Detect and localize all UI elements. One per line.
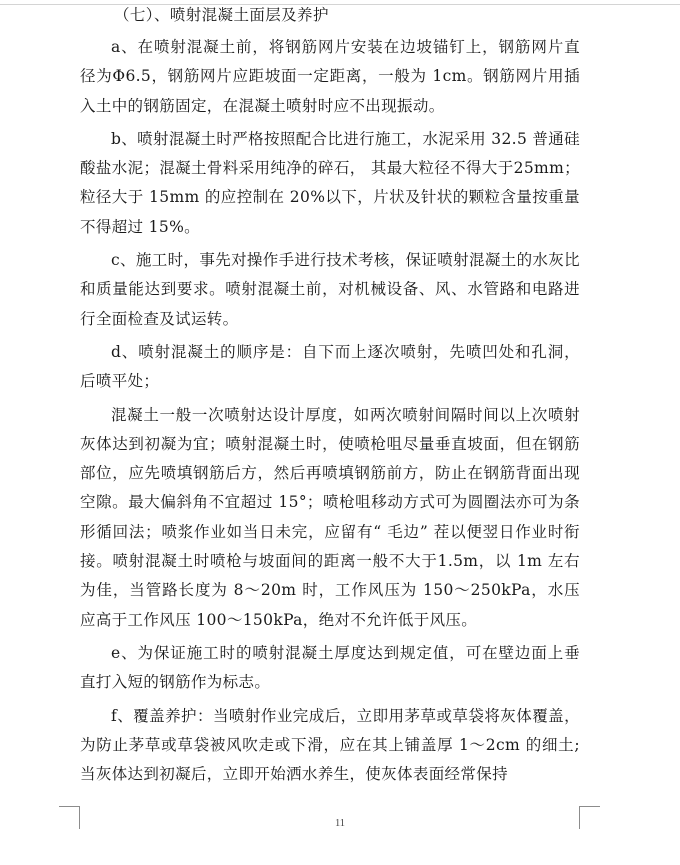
paragraph-b: b、喷射混凝土时严格按照配合比进行施工，水泥采用 32.5 普通硅酸盐水泥；混凝土骨料采用纯净的碎石， 其最大粒径不得大于25mm；粒径大于 15mm 的应控制在 20%以下，片状及针状的颗粒含量按重量不得超过 15%。	[80, 129, 580, 236]
paragraph-c: c、施工时，事先对操作手进行技术考核，保证喷射混凝土的水灰比和质量能达到要求。喷射混凝土前，对机械设备、风、水管路和电路进行全面检查及试运转。	[80, 251, 580, 328]
paragraph-d: d、喷射混凝土的顺序是：自下而上逐次喷射，先喷凹处和孔洞，后喷平处；	[80, 342, 580, 391]
paragraph-spraying-details: 混凝土一般一次喷射达设计厚度，如两次喷射间隔时间以上次喷射灰体达到初凝为宜；喷射混凝土时，使喷枪咀尽量垂直坡面，但在钢筋部位，应先喷填钢筋后方，然后再喷填钢筋前方，防止在钢筋背面出现空隙。最大偏斜角不宜超过 15°；喷枪咀移动方式可为圆圈法亦可为条形循回法；喷浆作业如当日未完，应留有“ 毛边” 茬以便翌日作业时衔接。喷射混凝土时喷枪与坡面间的距离一般不大于1.5m，以 1m 左右为佳，当管路长度为 8～20m 时，工作风压为 150～250kPa，水压应高于工作风压 100～150kPa，绝对不允许低于风压。	[80, 405, 580, 629]
section-heading: （七）、喷射混凝土面层及养护	[114, 6, 329, 24]
document-body	[80, 5, 580, 793]
paragraph-a: a、在喷射混凝土前，将钢筋网片安装在边坡锚钉上，钢筋网片直径为Φ6.5，钢筋网片应距坡面一定距离，一般为 1cm。钢筋网片用插入土中的钢筋固定，在混凝土喷射时应不出现振动。	[80, 38, 580, 115]
page-number: 11	[334, 818, 346, 829]
paragraph-f: f、覆盖养护：当喷射作业完成后，立即用茅草或草袋将灰体覆盖，为防止茅草或草袋被风吹走或下滑，应在其上铺盖厚 1～2cm 的细土;当灰体达到初凝后，立即开始洒水养生，使灰体表面经常保持	[80, 706, 580, 784]
paragraph-e: e、为保证施工时的喷射混凝土厚度达到规定值，可在壁边面上垂直打入短的钢筋作为标志。	[80, 643, 580, 692]
